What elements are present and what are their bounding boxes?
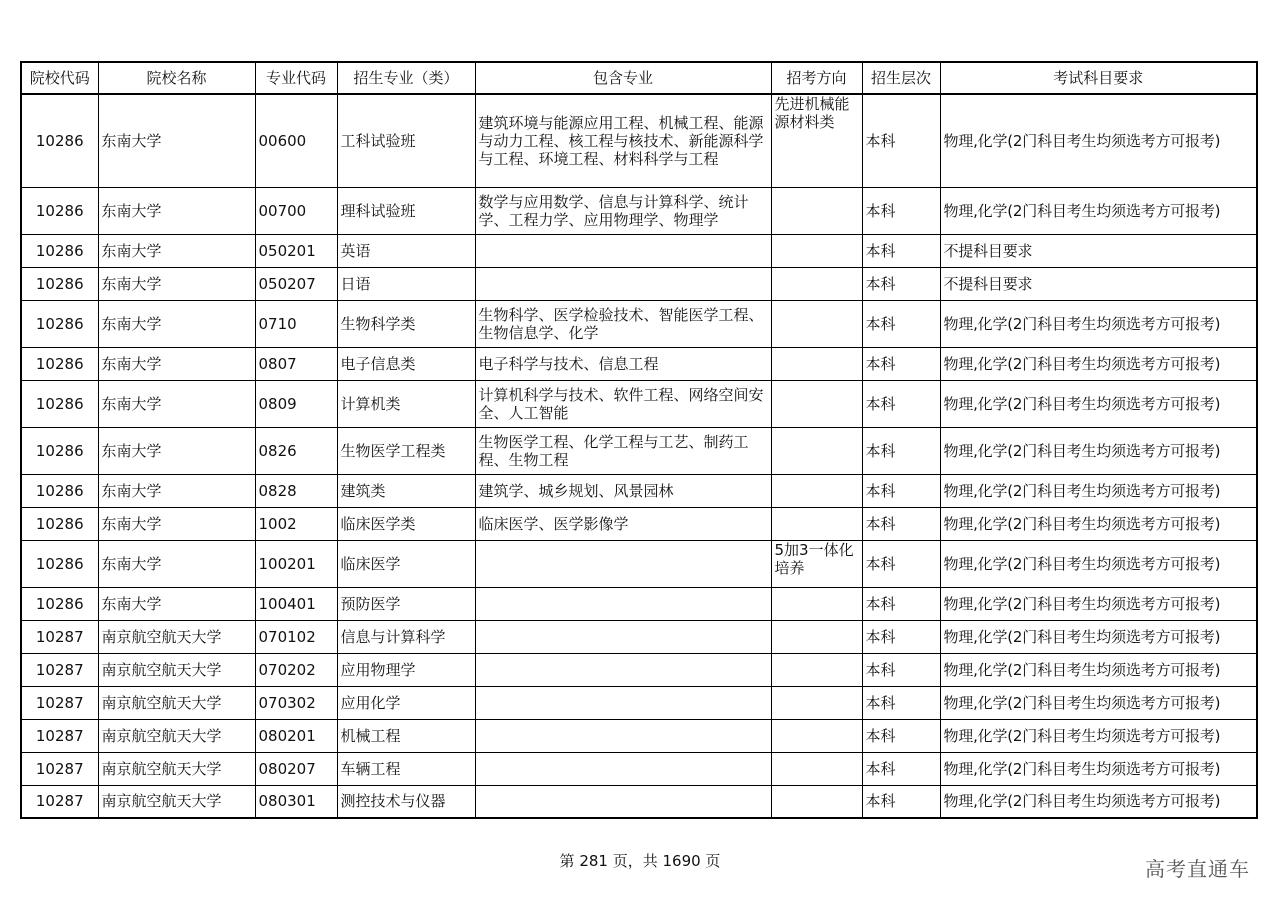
major-code-cell: 070202 [255,653,337,686]
major-code-cell: 100401 [255,587,337,620]
level-cell: 本科 [862,719,940,752]
school-code-cell: 10286 [21,507,98,540]
school-name-cell: 东南大学 [98,427,255,474]
school-code-cell: 10286 [21,347,98,380]
school-code-cell: 10287 [21,752,98,785]
direction-cell [771,507,862,540]
school-code-cell: 10286 [21,427,98,474]
direction-cell [771,300,862,347]
school-code-cell: 10286 [21,234,98,267]
table-row [21,94,1257,187]
direction-cell [771,653,862,686]
watermark-text: 高考直通车 [1145,857,1250,881]
school-name-cell: 东南大学 [98,94,255,187]
subject-requirement-cell: 物理,化学(2门科目考生均须选考方可报考) [940,187,1257,234]
table-row [21,620,1257,653]
table-row [21,267,1257,300]
major-code-cell: 100201 [255,540,337,587]
school-name-cell: 南京航空航天大学 [98,719,255,752]
included-majors-cell: 建筑学、城乡规划、风景园林 [475,474,771,507]
school-name-cell: 南京航空航天大学 [98,686,255,719]
subject-requirement-cell: 物理,化学(2门科目考生均须选考方可报考) [940,380,1257,427]
major-cell: 建筑类 [337,474,475,507]
major-code-cell: 070102 [255,620,337,653]
school-code-cell: 10287 [21,653,98,686]
school-name-cell: 南京航空航天大学 [98,785,255,818]
school-code-cell: 10286 [21,94,98,187]
direction-cell [771,587,862,620]
table-row [21,785,1257,818]
major-code-cell: 0826 [255,427,337,474]
included-majors-cell [475,234,771,267]
major-code-cell: 0807 [255,347,337,380]
table-row [21,653,1257,686]
table-row [21,587,1257,620]
school-code-cell: 10287 [21,686,98,719]
level-cell: 本科 [862,785,940,818]
direction-cell [771,427,862,474]
school-code-cell: 10286 [21,267,98,300]
subject-requirement-cell: 物理,化学(2门科目考生均须选考方可报考) [940,620,1257,653]
major-cell: 临床医学 [337,540,475,587]
level-cell: 本科 [862,94,940,187]
table-row [21,686,1257,719]
major-cell: 电子信息类 [337,347,475,380]
school-name-cell: 东南大学 [98,234,255,267]
direction-cell [771,686,862,719]
school-name-cell: 南京航空航天大学 [98,620,255,653]
major-cell: 工科试验班 [337,94,475,187]
subject-requirement-cell: 物理,化学(2门科目考生均须选考方可报考) [940,719,1257,752]
school-name-cell: 东南大学 [98,347,255,380]
direction-cell [771,752,862,785]
subject-requirement-cell: 物理,化学(2门科目考生均须选考方可报考) [940,507,1257,540]
subject-requirement-cell: 物理,化学(2门科目考生均须选考方可报考) [940,587,1257,620]
major-code-cell: 0828 [255,474,337,507]
level-cell: 本科 [862,427,940,474]
level-cell: 本科 [862,507,940,540]
major-cell: 生物医学工程类 [337,427,475,474]
subject-requirement-cell: 物理,化学(2门科目考生均须选考方可报考) [940,686,1257,719]
header-cell: 考试科目要求 [940,62,1257,94]
major-cell: 信息与计算科学 [337,620,475,653]
subject-requirement-cell: 物理,化学(2门科目考生均须选考方可报考) [940,300,1257,347]
level-cell: 本科 [862,380,940,427]
direction-cell: 5加3一体化培养 [771,540,862,587]
direction-cell [771,234,862,267]
table-row [21,752,1257,785]
major-cell: 临床医学类 [337,507,475,540]
major-code-cell: 070302 [255,686,337,719]
direction-cell [771,785,862,818]
header-cell: 专业代码 [255,62,337,94]
school-name-cell: 南京航空航天大学 [98,752,255,785]
subject-requirement-cell: 不提科目要求 [940,267,1257,300]
school-name-cell: 东南大学 [98,587,255,620]
page-number: 第 281 页，共 1690 页 [559,852,721,870]
included-majors-cell: 计算机科学与技术、软件工程、网络空间安全、人工智能 [475,380,771,427]
school-code-cell: 10287 [21,785,98,818]
header-cell: 院校代码 [21,62,98,94]
direction-cell: 先进机械能源材料类 [771,94,862,187]
major-cell: 英语 [337,234,475,267]
table-row [21,427,1257,474]
direction-cell [771,719,862,752]
school-name-cell: 东南大学 [98,507,255,540]
level-cell: 本科 [862,187,940,234]
table-row [21,234,1257,267]
school-code-cell: 10286 [21,380,98,427]
school-name-cell: 南京航空航天大学 [98,653,255,686]
major-code-cell: 080201 [255,719,337,752]
school-code-cell: 10286 [21,187,98,234]
major-cell: 生物科学类 [337,300,475,347]
included-majors-cell: 临床医学、医学影像学 [475,507,771,540]
header-cell: 招考方向 [771,62,862,94]
table-row [21,507,1257,540]
included-majors-cell [475,752,771,785]
included-majors-cell [475,587,771,620]
school-name-cell: 东南大学 [98,300,255,347]
major-cell: 车辆工程 [337,752,475,785]
level-cell: 本科 [862,234,940,267]
school-code-cell: 10286 [21,300,98,347]
school-name-cell: 东南大学 [98,380,255,427]
included-majors-cell [475,620,771,653]
table-row [21,347,1257,380]
subject-requirement-cell: 物理,化学(2门科目考生均须选考方可报考) [940,653,1257,686]
included-majors-cell [475,653,771,686]
level-cell: 本科 [862,347,940,380]
included-majors-cell: 生物医学工程、化学工程与工艺、制药工程、生物工程 [475,427,771,474]
table-row [21,187,1257,234]
included-majors-cell: 生物科学、医学检验技术、智能医学工程、生物信息学、化学 [475,300,771,347]
major-cell: 计算机类 [337,380,475,427]
school-code-cell: 10287 [21,620,98,653]
level-cell: 本科 [862,686,940,719]
level-cell: 本科 [862,267,940,300]
level-cell: 本科 [862,752,940,785]
header-cell: 招生专业（类） [337,62,475,94]
level-cell: 本科 [862,474,940,507]
level-cell: 本科 [862,300,940,347]
subject-requirement-cell: 物理,化学(2门科目考生均须选考方可报考) [940,347,1257,380]
major-cell: 理科试验班 [337,187,475,234]
school-name-cell: 东南大学 [98,474,255,507]
school-code-cell: 10287 [21,719,98,752]
school-name-cell: 东南大学 [98,267,255,300]
major-code-cell: 1002 [255,507,337,540]
major-code-cell: 080301 [255,785,337,818]
direction-cell [771,347,862,380]
major-cell: 预防医学 [337,587,475,620]
table-row [21,719,1257,752]
header-cell: 招生层次 [862,62,940,94]
included-majors-cell: 建筑环境与能源应用工程、机械工程、能源与动力工程、核工程与核技术、新能源科学与工程、环境工程、材料科学与工程 [475,94,771,187]
level-cell: 本科 [862,587,940,620]
subject-requirement-cell: 不提科目要求 [940,234,1257,267]
major-cell: 应用化学 [337,686,475,719]
included-majors-cell [475,267,771,300]
table-row [21,380,1257,427]
major-code-cell: 050207 [255,267,337,300]
table-row [21,540,1257,587]
header-row [21,62,1257,94]
header-cell: 院校名称 [98,62,255,94]
included-majors-cell [475,540,771,587]
school-code-cell: 10286 [21,474,98,507]
major-code-cell: 00600 [255,94,337,187]
direction-cell [771,187,862,234]
major-code-cell: 080207 [255,752,337,785]
major-code-cell: 050201 [255,234,337,267]
school-code-cell: 10286 [21,587,98,620]
subject-requirement-cell: 物理,化学(2门科目考生均须选考方可报考) [940,94,1257,187]
major-cell: 应用物理学 [337,653,475,686]
subject-requirement-cell: 物理,化学(2门科目考生均须选考方可报考) [940,752,1257,785]
direction-cell [771,474,862,507]
included-majors-cell [475,719,771,752]
table-row [21,300,1257,347]
school-name-cell: 东南大学 [98,540,255,587]
subject-requirement-cell: 物理,化学(2门科目考生均须选考方可报考) [940,785,1257,818]
direction-cell [771,620,862,653]
direction-cell [771,267,862,300]
header-cell: 包含专业 [475,62,771,94]
major-code-cell: 0809 [255,380,337,427]
subject-requirement-cell: 物理,化学(2门科目考生均须选考方可报考) [940,427,1257,474]
major-code-cell: 0710 [255,300,337,347]
school-code-cell: 10286 [21,540,98,587]
table-row [21,474,1257,507]
major-cell: 日语 [337,267,475,300]
level-cell: 本科 [862,620,940,653]
major-cell: 测控技术与仪器 [337,785,475,818]
included-majors-cell [475,686,771,719]
subject-requirement-cell: 物理,化学(2门科目考生均须选考方可报考) [940,474,1257,507]
included-majors-cell: 数学与应用数学、信息与计算科学、统计学、工程力学、应用物理学、物理学 [475,187,771,234]
admission-table [20,61,1258,819]
level-cell: 本科 [862,653,940,686]
included-majors-cell [475,785,771,818]
level-cell: 本科 [862,540,940,587]
direction-cell [771,380,862,427]
school-name-cell: 东南大学 [98,187,255,234]
major-cell: 机械工程 [337,719,475,752]
subject-requirement-cell: 物理,化学(2门科目考生均须选考方可报考) [940,540,1257,587]
included-majors-cell: 电子科学与技术、信息工程 [475,347,771,380]
major-code-cell: 00700 [255,187,337,234]
